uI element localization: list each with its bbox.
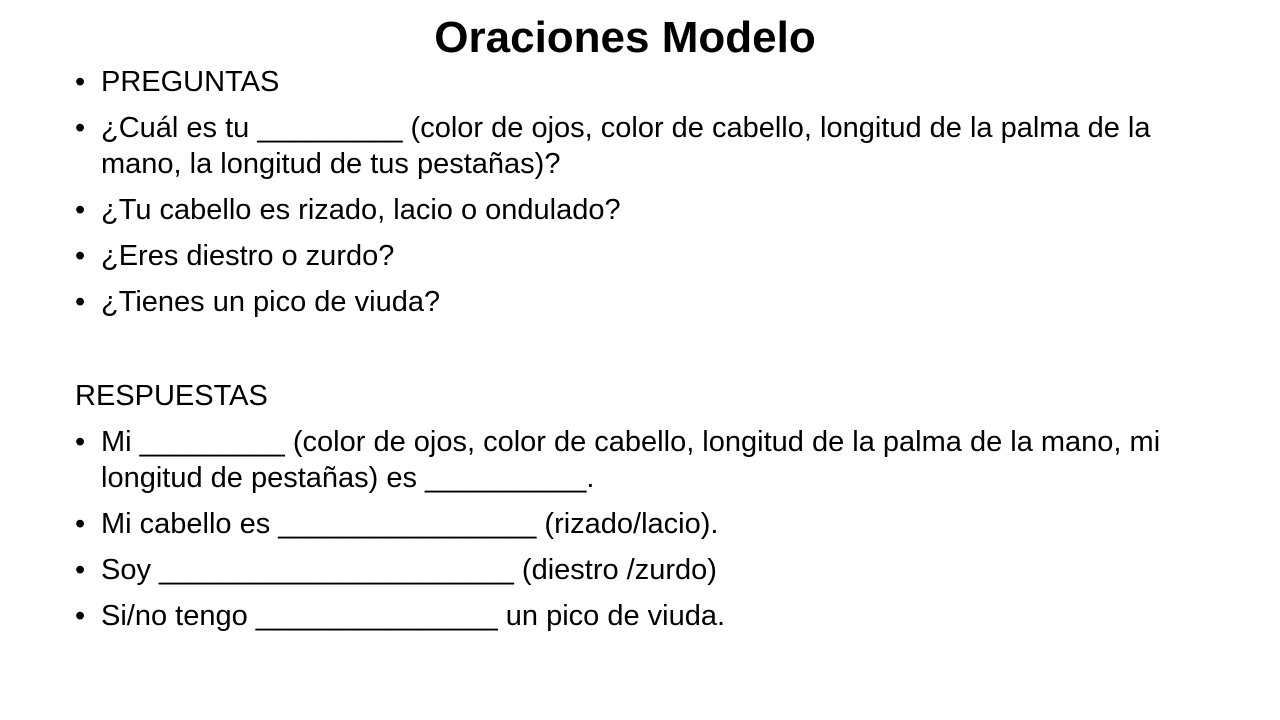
answer-item bbox=[75, 424, 1205, 496]
bullet-icon: • bbox=[75, 554, 86, 586]
question-text: ¿Tu cabello es rizado, lacio o ondulado? bbox=[101, 194, 621, 226]
bullet-icon: • bbox=[75, 600, 86, 632]
answers-heading: RESPUESTAS bbox=[75, 380, 268, 412]
questions-heading-item bbox=[75, 64, 1205, 100]
answer-text: Si/no tengo _______________ un pico de viuda. bbox=[101, 600, 726, 632]
question-text: ¿Tienes un pico de viuda? bbox=[101, 286, 441, 318]
bullet-icon: • bbox=[75, 286, 86, 318]
bullet-icon: • bbox=[75, 112, 86, 144]
question-item bbox=[75, 238, 1205, 274]
question-text: ¿Eres diestro o zurdo? bbox=[101, 240, 395, 272]
question-text: ¿Cuál es tu _________ (color de ojos, color de cabello, longitud de la palma de la mano, la longitud de tus pestañas)? bbox=[101, 112, 1151, 180]
bullet-icon: • bbox=[75, 508, 86, 540]
question-item bbox=[75, 192, 1205, 228]
bullet-icon: • bbox=[75, 240, 86, 272]
bullet-icon: • bbox=[75, 194, 86, 226]
slide-title: Oraciones Modelo bbox=[434, 13, 816, 62]
answer-text: Mi _________ (color de ojos, color de cabello, longitud de la palma de la mano, mi longitud de pestañas) es __________. bbox=[101, 426, 1161, 494]
answer-item bbox=[75, 598, 1205, 634]
bullet-icon: • bbox=[75, 66, 86, 98]
slide-content bbox=[75, 64, 1205, 644]
answer-item bbox=[75, 506, 1205, 542]
answer-text: Mi cabello es ________________ (rizado/lacio). bbox=[101, 508, 719, 540]
bullet-icon: • bbox=[75, 426, 86, 458]
question-item bbox=[75, 110, 1205, 182]
questions-heading: PREGUNTAS bbox=[101, 66, 280, 98]
section-spacer bbox=[75, 330, 1205, 378]
answer-item bbox=[75, 552, 1205, 588]
answer-text: Soy ______________________ (diestro /zurdo) bbox=[101, 554, 717, 586]
question-item bbox=[75, 284, 1205, 320]
